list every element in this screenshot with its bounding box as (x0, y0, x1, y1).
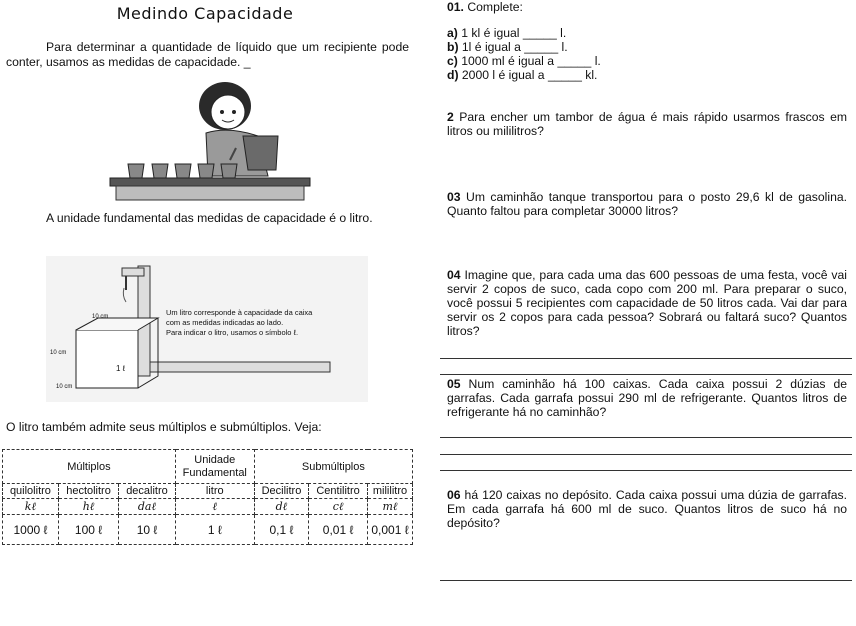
unit-value: 1 ℓ (175, 515, 254, 545)
question-text: Para encher um tambor de água é mais rápido usarmos frascos em litros ou mililitros? (447, 110, 847, 138)
header-fundamental-unit: Unidade Fundamental (175, 450, 254, 484)
unit-value: 0,1 ℓ (254, 515, 308, 545)
unit-symbol: ℓ (175, 499, 254, 515)
unit-value: 100 ℓ (58, 515, 118, 545)
question-text: Um caminhão tanque transportou para o posto 29,6 kl de gasolina. Quanto faltou para completar 30000 litros? (447, 190, 848, 218)
question-number: 01. (447, 0, 464, 14)
question-2 (447, 110, 847, 138)
unit-name: Centilitro (309, 484, 368, 499)
question-3 (447, 190, 847, 218)
answer-line (440, 374, 852, 375)
item-letter: b) (447, 40, 459, 54)
header-submultiples: Submúltiplos (254, 450, 412, 484)
answer-line (440, 358, 852, 359)
unit-name: quilolitro (3, 484, 59, 499)
unit-value: 1000 ℓ (3, 515, 59, 545)
unit-name: litro (175, 484, 254, 499)
label-10cm-top: 10 cm (92, 314, 109, 320)
question-5 (447, 377, 847, 419)
multiples-intro: O litro também admite seus múltiplos e submúltiplos. Veja: (6, 420, 322, 434)
question-number: 06 (447, 488, 461, 502)
question-4 (447, 268, 847, 338)
unit-symbol: dℓ (254, 499, 308, 515)
question-number: 04 (447, 268, 461, 282)
unit-symbol: kℓ (3, 499, 59, 515)
item-text: 1000 ml é igual a _____ l. (461, 54, 601, 68)
unit-symbol: mℓ (368, 499, 413, 515)
capacity-units-table (2, 449, 413, 545)
answer-line (440, 454, 852, 455)
item-text: 1l é igual a _____ l. (461, 40, 568, 54)
item-text: 1 kl é igual _____ l. (461, 26, 567, 40)
question-heading: Complete: (467, 0, 523, 14)
unit-name: Decilitro (254, 484, 308, 499)
unit-name: mililitro (368, 484, 413, 499)
item-letter: d) (447, 68, 459, 82)
question-text: Num caminhão há 100 caixas. Cada caixa possui 2 dúzias de garrafas. Cada garrafa possui 290 ml de refrigerante. Quantos litros de refrigerante há no caminhão? (447, 377, 847, 419)
girl-pouring-illustration (108, 78, 312, 202)
caption-line: Para indicar o litro, usamos o símbolo ℓ. (166, 328, 299, 337)
unit-value: 0,001 ℓ (368, 515, 413, 545)
item-letter: a) (447, 26, 458, 40)
label-10cm-bottom: 10 cm (56, 384, 73, 390)
unit-symbol: hℓ (58, 499, 118, 515)
item-text: 2000 l é igual a _____ kl. (461, 68, 598, 82)
intro-paragraph: Para determinar a quantidade de líquido que um recipiente pode conter, usamos as medidas de capacidade. _ (6, 40, 409, 69)
caption-line: com as medidas indicadas ao lado. (166, 318, 284, 327)
unit-value: 0,01 ℓ (309, 515, 368, 545)
question-number: 03 (447, 190, 461, 204)
header-multiples: Múltiplos (3, 450, 176, 484)
unit-name: decalitro (119, 484, 176, 499)
question-number: 2 (447, 110, 454, 124)
figure-caption (166, 308, 366, 338)
page-title: Medindo Capacidade (116, 4, 294, 23)
item-letter: c) (447, 54, 458, 68)
fundamental-unit-paragraph: A unidade fundamental das medidas de capacidade é o litro. (46, 211, 373, 225)
unit-symbol: cℓ (309, 499, 368, 515)
answer-line (440, 437, 852, 438)
question-1 (447, 0, 847, 82)
label-10cm-side: 10 cm (50, 350, 67, 356)
answer-line (440, 470, 852, 471)
question-6 (447, 488, 847, 530)
unit-name: hectolitro (58, 484, 118, 499)
box-liter-label: 1 ℓ (116, 364, 126, 373)
question-text: há 120 caixas no depósito. Cada caixa possui uma dúzia de garrafas. Em cada garrafa há 600 ml de suco. Quantos litros de suco há no depósito? (447, 488, 848, 530)
unit-value: 10 ℓ (119, 515, 176, 545)
unit-symbol: daℓ (119, 499, 176, 515)
question-number: 05 (447, 377, 461, 391)
answer-line (440, 580, 852, 581)
question-text: Imagine que, para cada uma das 600 pessoas de uma festa, você vai servir 2 copos de suco, cada copo com 200 ml. Para preparar o suco, você possui 5 recipientes com capacidade de 50 litros cada. Vai dar para servir os 2 copos para cada pessoa? Sobrará ou faltará suco? Quantos litros? (447, 268, 848, 338)
liter-box-figure (46, 256, 368, 402)
caption-line: Um litro corresponde à capacidade da caixa (166, 308, 313, 317)
